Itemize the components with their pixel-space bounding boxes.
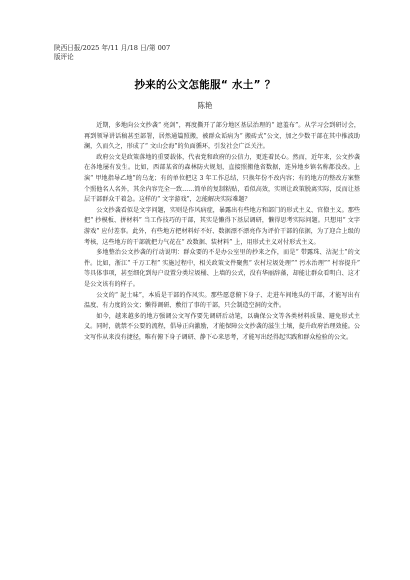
paragraph: 政府公文是政策落地的重要载体，代表党和政府的公信力，更连着民心。然而，近年来，公文抄袭在各地屡有发生。比如，西部某省的森林防火规划，直接照搬他省数据，连异地乡镇名称都没改。上演“ 甲地指导乙地”的乌龙；有的单位把这 3 年工作总结，只换年份不改内容；有的地方的整改方案整个照他名人名外，其余内容完全一致……简单的复制粘贴，看似高效，实则让政策脱离实际，反而让基层干部群众干着急。这样的“ 文字游戏”，怎能解决实际难题？: [84, 153, 360, 204]
source-line-1: 陕西日报/2025 年/11 月/18 日/第 007: [54, 44, 171, 52]
article-body: [84, 121, 360, 343]
paragraph: 近期，多地向公文抄袭“ 亮剑”，再度撕开了部分地区基层治理的“ 遮羞布”。从学习会到研讨会，再到领导讲话稿甚至部署，居然通篇照搬，被群众诟病为“ 搬砖式”公文，加之少数干部在其中推波助澜，久而久之，形成了“ 文山会海”的负面循环，引发社会广泛关注。: [84, 122, 360, 151]
article-author: 陈艳: [197, 101, 213, 110]
paragraph: 多地整治公文抄袭的行动说明：群众要的不是办公室里的抄来之作，而是“ 带露珠、沾泥土”的文件。比如，浙江“ 千万工程” 实施过程中，相关政策文件聚焦“ 农村垃圾处理”“ 污水治理”“ 村容提升” 等具体事项，甚至细化到每户设置分类垃圾桶、上墙的公式，没有华丽辞藻，却能让群众看明白、这才是公文该有的样子。: [84, 249, 360, 288]
source-line-2: 版评论: [54, 53, 74, 61]
paragraph: 公文的“ 泥土味”，本质是干部的作风实。那些愿意俯下身子、走进车间地头的干部，才能写出有温度、有力度的公文；懒得调研、敷衍了事的干部，只会制造空洞的文件。: [84, 291, 360, 310]
publication-source: [54, 44, 170, 62]
paragraph: 公文抄袭看似是文字问题，实则是作风病症，暴露出有些地方和部门的形式主义、官僚主义。那些把“ 抄模板、拼材料” 当工作技巧的干部，其实是懒得下基层调研，懒得思考实际问题。只想用“ 文字游戏” 应付差事。此外，有些地方把材料好不好、数据漂不漂亮作为评价干部的依据，为了迎合上级的考核，这些地方的干部就把力气花在“ 改数据、装材料” 上，用形式主义对付形式主义。: [84, 206, 360, 246]
paragraph: 如今，越来越多的地方强调公文写作要先调研后动笔，以确保公文等各类材料质量、避免形式主义。同时，就禁不公要的流程，倡导正向激励，才能保障公文抄袭的滋生土壤，提升政府治理效能。公文写作从来没有捷径，唯有俯下身子调研、静下心来思考，才能写出经得起实践和群众检验的公文。: [84, 312, 360, 341]
article-title: 抄来的公文怎能服“ 水土” ？: [134, 79, 276, 91]
